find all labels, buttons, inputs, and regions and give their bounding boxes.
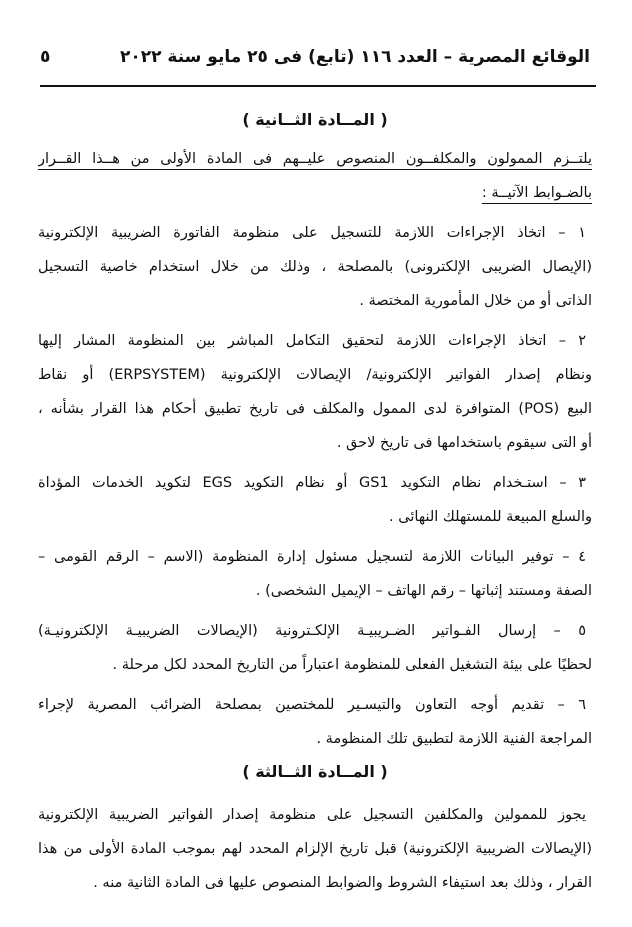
article-2-intro <box>38 142 592 210</box>
header-divider <box>40 85 596 87</box>
text-line: الذاتى أو من خلال المأمورية المختصة . <box>359 293 592 309</box>
article-2-item-3 <box>38 466 592 534</box>
text-line: لحظيًا على بيئة التشغيل الفعلى للمنظومة اعتباراً من التاريخ المحدد لكل مرحلة . <box>112 657 592 673</box>
article-3-title: ( المــادة الثــالثة ) <box>242 762 388 781</box>
article-3-body <box>38 798 592 900</box>
text-line: المراجعة الفنية اللازمة لتطبيق تلك المنظومة . <box>316 731 592 747</box>
article-2-item-2 <box>38 324 592 460</box>
text-line: القرار ، وذلك بعد استيفاء الشروط والضوابط المنصوص عليها فى المادة الثانية منه . <box>93 875 592 891</box>
text-line: ونظام إصدار الفواتير الإلكترونية/ الإيصالات الإلكترونية (ERPSYSTEM) أو نقاط <box>38 367 592 383</box>
text-line: البيع (POS) المتوافرة لدى الممول والمكلف فى تاريخ تطبيق أحكام هذا القرار بشأنه ، <box>38 401 592 417</box>
text-line: أو التى سيقوم باستخدامها فى تاريخ لاحق . <box>336 435 592 451</box>
document-body <box>38 104 592 900</box>
article-2-item-5 <box>38 614 592 682</box>
text-line: ٦ – تقديم أوجه التعاون والتيسـير للمختصين بمصلحة الضرائب المصرية لإجراء <box>38 697 586 713</box>
page-header <box>40 40 590 74</box>
underlined-text: يلتــزم الممولون والمكلفــون المنصوص عليــهم فى المادة الأولى من هــذا القــرار <box>38 151 592 167</box>
article-2-item-1 <box>38 216 592 318</box>
text-line: (الإيصال الضريبى الإلكترونى) بالمصلحة ، وذلك من خلال استخدام خاصية التسجيل <box>38 259 592 275</box>
text-line: ٤ – توفير البيانات اللازمة لتسجيل مسئول إدارة المنظومة (الاسم – الرقم القومى – <box>38 549 586 565</box>
text-line: ٢ – اتخاذ الإجراءات اللازمة لتحقيق التكامل المباشر بين المنظومة المشار إليها <box>38 333 586 349</box>
article-2-title: ( المــادة الثــانية ) <box>242 110 388 129</box>
article-2-item-4 <box>38 540 592 608</box>
text-line: (الإيصالات الضريبية الإلكترونية) قبل تاريخ الإلزام المحدد لهم بموجب المادة الأولى من هذا <box>38 841 592 857</box>
text-line <box>38 142 592 176</box>
header-title: الوقائع المصرية – العدد ١١٦ (تابع) فى ٢٥ مايو سنة ٢٠٢٢ <box>119 47 590 67</box>
text-line: ٥ – إرسال الفـواتير الضـريبيـة الإلكـترونية (الإيصالات الضريبيـة الإلكترونيـة) <box>38 623 586 639</box>
text-line <box>38 176 592 210</box>
text-line: الصفة ومستند إثباتها – رقم الهاتف – الإيميل الشخصى) . <box>255 583 592 599</box>
text-line: يجوز للممولين والمكلفين التسجيل على منظومة إصدار الفواتير الضريبية الإلكترونية <box>38 807 586 823</box>
text-line: ٣ – استـخدام نظام التكويد GS1 أو نظام التكويد EGS لتكويد الخدمات المؤداة <box>38 475 587 491</box>
underlined-text: بالضـوابط الآتيــة : <box>481 185 592 201</box>
text-line: ١ – اتخاذ الإجراءات اللازمة للتسجيل على منظومة الفاتورة الضريبية الإلكترونية <box>38 225 586 241</box>
text-line: والسلع المبيعة للمستهلك النهائى . <box>389 509 592 525</box>
article-2-item-6 <box>38 688 592 756</box>
page-number: ٥ <box>40 47 51 67</box>
